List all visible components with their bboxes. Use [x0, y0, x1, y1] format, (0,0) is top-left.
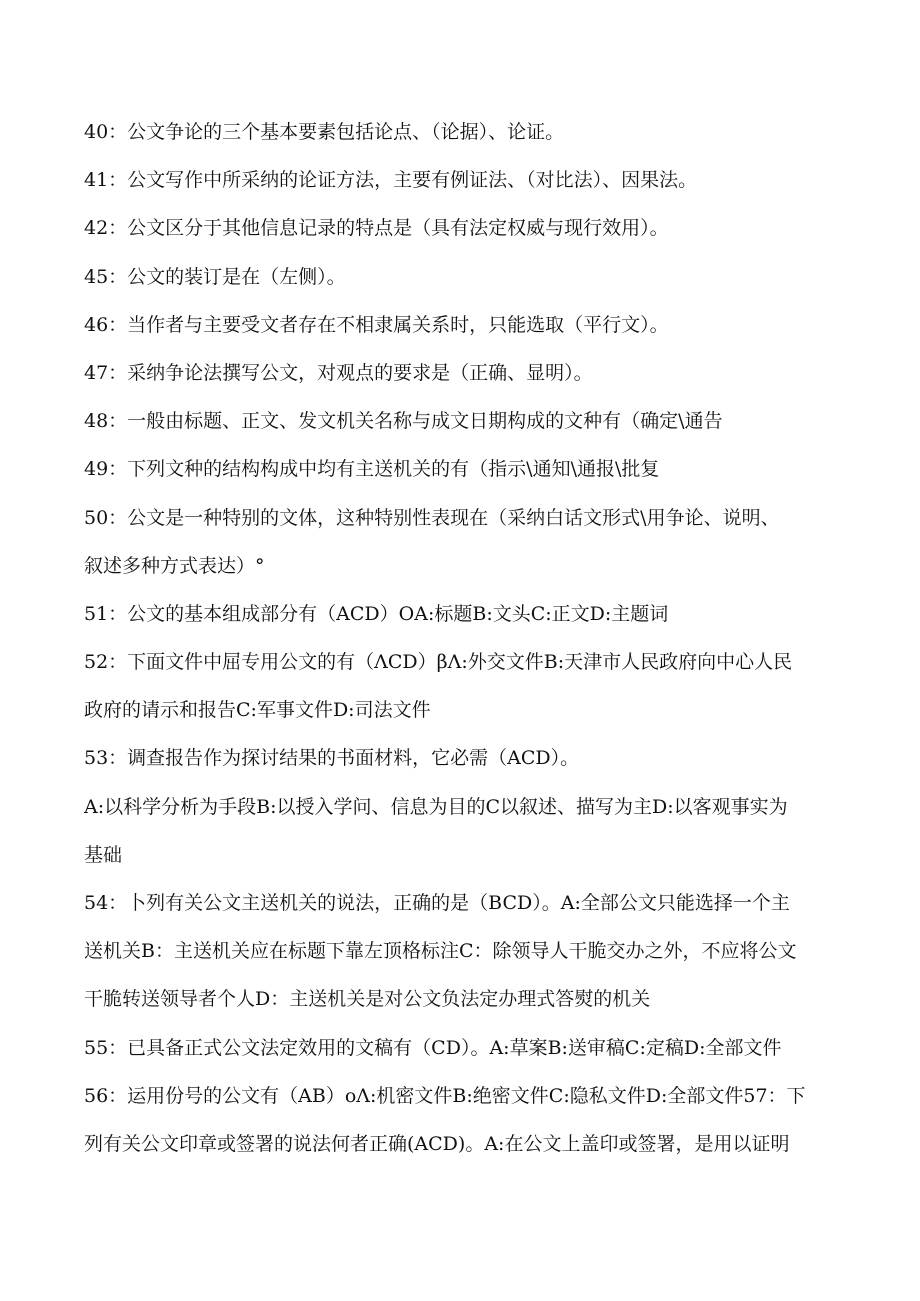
text-line-3: 42：公文区分于其他信息记录的特点是（具有法定权威与现行效用）。 — [84, 217, 669, 240]
text-line-12: 52：下面文件中屈专用公文的有（ΛCD）βΛ:外交文件B:天津市人民政府向中心人民 — [84, 651, 793, 674]
text-line-22: 列有关公文印章或签署的说法何者正确(ACD)。A:在公文上盖印或签署，是用以证明 — [84, 1132, 790, 1155]
text-line-9: 50：公文是一种特别的文体，这种特别性表现在（采纳白话文形式\用争论、说明、 — [84, 506, 780, 529]
text-line-4: 45：公文的装订是在（左侧）。 — [84, 265, 346, 288]
text-line-5: 46：当作者与主要受文者存在不相隶属关系时，只能选取（平行文）。 — [84, 313, 669, 336]
text-line-10: 叙述多种方式表达）° — [84, 554, 265, 577]
text-line-13: 政府的请示和报告C:军事文件D:司法文件 — [84, 699, 431, 722]
text-line-7: 48：一般由标题、正文、发文机关名称与成文日期构成的文种有（确定\通告 — [84, 410, 723, 433]
text-line-21: 56：运用份号的公文有（AB）oΛ:机密文件B:绝密文件C:隐私文件D:全部文件57：下 — [84, 1084, 806, 1107]
text-line-18: 送机关B：主送机关应在标题下靠左顶格标注C：除领导人干脆交办之外，不应将公文 — [84, 940, 797, 963]
text-line-11: 51：公文的基本组成部分有（ACD）OA:标题B:文头C:正文D:主题词 — [84, 602, 669, 625]
text-line-2: 41：公文写作中所采纳的论证方法，主要有例证法、（对比法）、因果法。 — [84, 169, 698, 192]
text-line-19: 干脆转送领导者个人D：主送机关是对公文负法定办理式答熨的机关 — [84, 988, 651, 1011]
text-line-15: A:以科学分析为手段B:以授入学问、信息为目的C以叙述、描写为主D:以客观事实为 — [84, 795, 788, 818]
text-line-17: 54：卜列有关公文主送机关的说法，正确的是（BCD）。A:全部公文只能选择一个主 — [84, 892, 790, 914]
text-line-8: 49：下列文种的结构构成中均有主送机关的有（指示\通知\通报\批复 — [84, 458, 660, 481]
text-line-1: 40：公文争论的三个基本要素包括论点、（论据）、论证。 — [84, 121, 565, 143]
text-line-20: 55：已具备正式公文法定效用的文稿有（CD）。A:草案B:送审稿C:定稿D:全部文件 — [84, 1036, 782, 1059]
text-line-6: 47：采纳争论法撰写公文，对观点的要求是（正确、显明）。 — [84, 361, 593, 384]
document-body — [84, 108, 884, 1168]
text-line-16: 基础 — [84, 843, 123, 866]
text-line-14: 53：调查报告作为探讨结果的书面材料，它必需（ACD）。 — [84, 747, 580, 770]
